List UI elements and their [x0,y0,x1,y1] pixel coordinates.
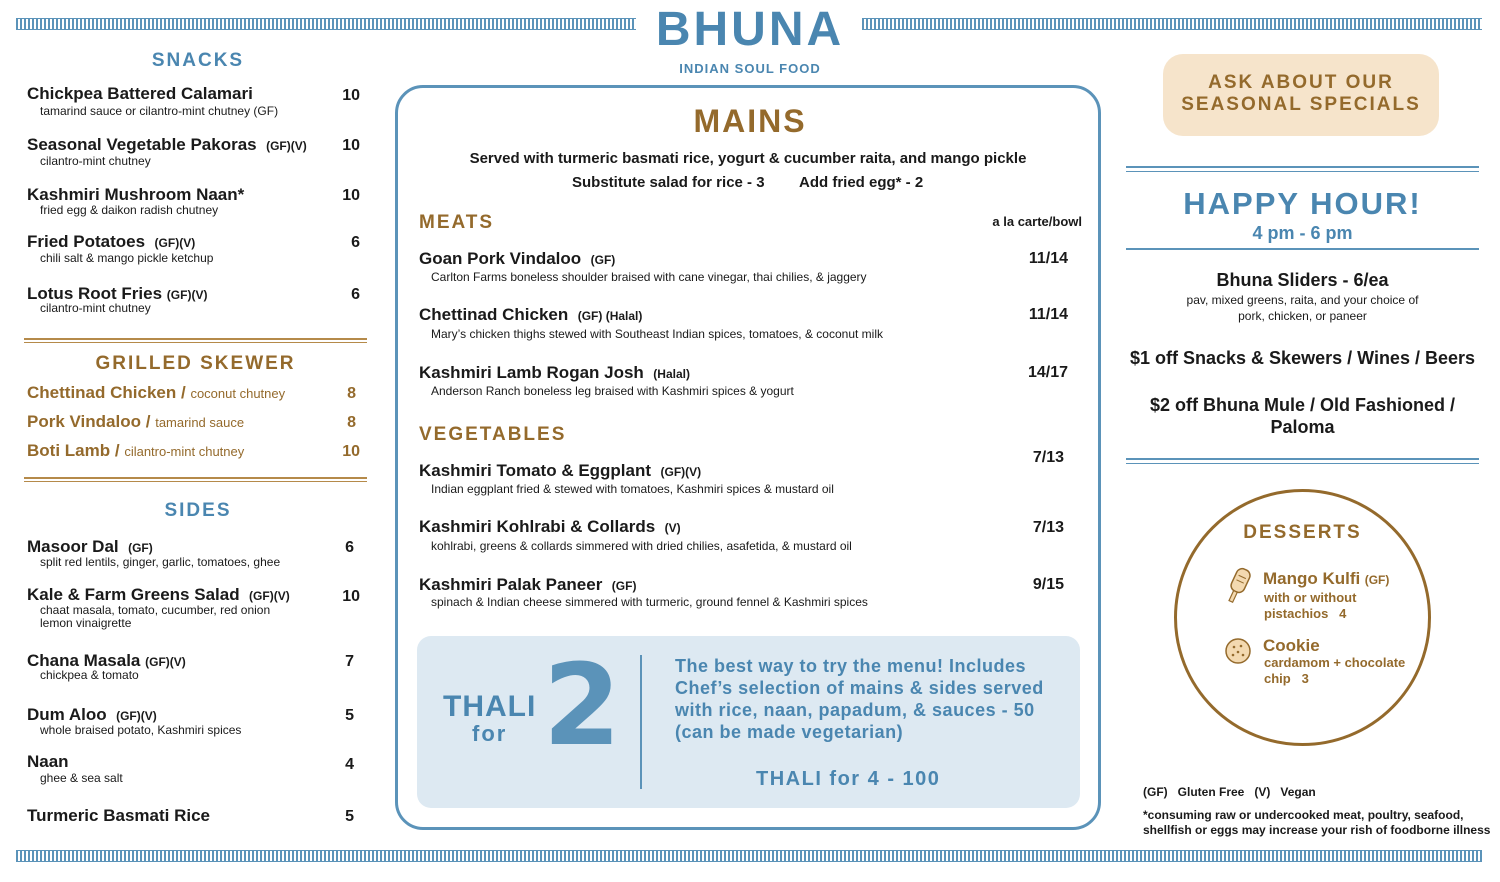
item-name: Kashmiri Lamb Rogan Josh [419,363,644,382]
dessert-desc-2 [1264,606,1346,621]
item-desc: tamarind sauce or cilantro-mint chutney (GF) [40,104,279,118]
happy-hour-deal-2a: $2 off Bhuna Mule / Old Fashioned / [1149,395,1455,415]
item-name: Boti Lamb [27,441,111,460]
item-desc: whole braised potato, Kashmiri spices [40,723,242,737]
item-price: 10 [342,187,360,204]
thali-description [675,655,1044,743]
specials-line-2: SEASONAL SPECIALS [1181,94,1421,115]
item-price: 5 [345,707,354,724]
sliders-desc-1: pav, mixed greens, raita, and your choice of [1186,293,1419,307]
item-tags: (GF) [590,253,616,267]
thali-text-line: The best way to try the menu! Includes [675,656,1027,676]
mains-title: MAINS [693,103,807,139]
thali-text-line: Chef’s selection of mains & sides served [675,678,1044,698]
item-sauce: tamarind sauce [155,415,245,430]
item-desc: cilantro-mint chutney [40,301,151,315]
item-name: Chickpea Battered Calamari [27,84,253,103]
item-desc: chickpea & tomato [40,668,139,682]
item-name: Goan Pork Vindaloo [419,249,582,268]
item-name: Seasonal Vegetable Pakoras [27,135,257,154]
item-name: Chettinad Chicken [27,383,177,402]
item-desc: Carlton Farms boneless shoulder braised with cane vinegar, thai chilies, & jaggery [431,270,867,284]
item-sauce: coconut chutney [190,386,286,401]
item-price: 7 [345,653,354,670]
mains-add-egg: Add fried egg* - 2 [799,174,924,191]
item-name: Masoor Dal [27,537,119,556]
dessert-desc-2-text: pistachios [1264,606,1329,621]
thali-for: for [472,721,508,746]
item-separator: / [180,383,186,402]
skewer-top-rule [24,338,367,343]
item-separator: / [145,412,151,431]
item-desc: Anderson Ranch boneless leg braised with Kashmiri spices & yogurt [431,384,794,398]
item-tags: (GF)(V) [145,655,186,669]
item-desc: kohlrabi, greens & collards simmered with dried chilies, asafetida, & mustard oil [431,539,852,553]
item-desc: spinach & Indian cheese simmered with turmeric, ground fennel & Kashmiri spices [431,595,868,609]
top-stripe-right [862,18,1482,30]
happy-hour-deal-2b: Paloma [1270,417,1335,437]
item-price: 11/14 [1028,250,1068,267]
cookie-icon [1224,637,1252,665]
item-tags: (GF)(V) [660,465,702,479]
sides-title: SIDES [164,500,232,521]
thali-word: THALI [443,690,537,723]
mains-subtitle: Served with turmeric basmati rice, yogurt & cucumber raita, and mango pickle [469,150,1027,167]
dessert-desc-2 [1264,671,1309,686]
item-desc: cilantro-mint chutney [40,154,151,168]
item-price: 14/17 [1027,364,1068,381]
happy-hour-title: HAPPY HOUR! [1183,186,1422,221]
disclaimer-line-2: shellfish or eggs may increase your rish of foodborne illness [1143,823,1491,837]
item-price: 10 [342,137,360,154]
item-desc: chili salt & mango pickle ketchup [40,251,214,265]
happy-hour-deal-1: $1 off Snacks & Skewers / Wines / Beers [1130,348,1475,368]
item-sauce: cilantro-mint chutney [124,444,245,459]
skewer-bottom-rule [24,477,367,482]
item-desc: split red lentils, ginger, garlic, tomatoes, ghee [40,555,281,569]
item-price: 6 [351,286,360,303]
dessert-price: 4 [1339,606,1347,621]
item-separator: / [114,441,120,460]
item-name: Kashmiri Kohlrabi & Collards [419,517,656,536]
item-desc: chaat masala, tomato, cucumber, red onion [40,603,271,617]
dessert-desc-2-text: chip [1264,671,1291,686]
item-desc: Mary’s chicken thighs stewed with Southeast Indian spices, tomatoes, & coconut milk [431,327,883,341]
list-item [27,383,285,403]
item-tags: (Halal) [653,367,690,381]
dessert-price: 3 [1301,671,1309,686]
item-name: Lotus Root Fries [27,284,163,303]
price-header: a la carte/bowl [992,214,1082,229]
item-name: Kashmiri Mushroom Naan* [27,185,245,204]
dessert-item [1263,569,1389,589]
item-desc-2: lemon vinaigrette [40,616,132,630]
dessert-desc: with or without [1264,590,1357,605]
item-name: Kashmiri Palak Paneer [419,575,603,594]
item-tags: (GF)(V) [116,709,157,723]
item-name: Fried Potatoes [27,232,146,251]
item-desc: Indian eggplant fried & stewed with tomatoes, Kashmiri spices & mustard oil [431,482,834,496]
item-price: 8 [347,414,356,431]
item-price: 6 [351,234,360,251]
thali-text-line: with rice, naan, papadum, & sauces - 50 [675,700,1035,720]
item-tags: (GF)(V) [166,288,208,302]
item-name: Kale & Farm Greens Salad [27,585,240,604]
item-tags: (GF)(V) [154,236,196,250]
meats-title: MEATS [419,212,495,233]
item-price: 7/13 [1032,449,1064,466]
item-name: Dum Aloo [27,705,107,724]
kulfi-icon [1222,566,1254,606]
thali-divider [640,655,642,789]
specials-line-1: ASK ABOUT OUR [1208,72,1394,93]
item-tags: (GF) (Halal) [577,309,643,323]
sliders-title: Bhuna Sliders - 6/ea [1216,270,1389,290]
thali-text-line: (can be made vegetarian) [675,722,904,742]
item-desc: ghee & sea salt [40,771,123,785]
sliders-desc-2: pork, chicken, or paneer [1238,309,1367,323]
item-name: Turmeric Basmati Rice [27,806,210,825]
item-tags: (GF)(V) [266,139,307,153]
item-price: 10 [342,443,360,460]
dessert-name: Mango Kulfi [1263,569,1361,588]
item-tags: (GF) [128,541,153,555]
item-name: Chana Masala [27,651,141,670]
item-price: 9/15 [1032,576,1064,593]
item-desc: fried egg & daikon radish chutney [40,203,219,217]
legend-gf-label: Gluten Free [1177,785,1245,799]
happy-hour-time: 4 pm - 6 pm [1252,223,1353,243]
skewer-title: GRILLED SKEWER [95,353,296,374]
item-name: Naan [27,752,69,771]
disclaimer-line-1: *consuming raw or undercooked meat, poultry, seafood, [1143,808,1464,822]
brand-name: BHUNA [655,3,845,56]
item-price: 8 [347,385,356,402]
vegetables-title: VEGETABLES [419,424,567,445]
item-price: 10 [342,87,360,104]
list-item [27,412,244,432]
brand-tagline: INDIAN SOUL FOOD [679,61,821,76]
item-name: Chettinad Chicken [419,305,569,324]
desserts-title: DESSERTS [1243,522,1362,543]
dessert-desc: cardamom + chocolate [1264,655,1406,670]
item-name: Kashmiri Tomato & Eggplant [419,461,652,480]
top-stripe-left [16,18,636,30]
item-price: 10 [342,588,360,605]
dessert-name: Cookie [1263,636,1320,655]
snacks-title: SNACKS [151,50,245,71]
dietary-legend [1143,785,1316,799]
thali-for-four: THALI for 4 - 100 [756,768,941,790]
bottom-stripe [16,850,1482,862]
happy-hour-top-rule [1126,166,1479,172]
item-price: 6 [345,539,354,556]
item-price: 11/14 [1028,306,1068,323]
happy-hour-bottom-rule [1126,458,1479,464]
item-tags: (GF)(V) [249,589,290,603]
item-price: 7/13 [1032,519,1064,536]
item-price: 4 [345,756,354,773]
thali-number: 2 [543,641,621,771]
mains-substitute-salad: Substitute salad for rice - 3 [572,174,765,191]
item-tags: (V) [664,521,681,535]
legend-gf: (GF) [1143,785,1168,799]
item-tags: (GF) [611,579,637,593]
happy-hour-rule [1126,248,1479,250]
legend-v: (V) [1254,785,1271,799]
item-price: 5 [345,808,354,825]
item-name: Pork Vindaloo [27,412,141,431]
legend-v-label: Vegan [1280,785,1316,799]
dessert-tags: (GF) [1364,573,1390,587]
list-item [27,441,244,461]
